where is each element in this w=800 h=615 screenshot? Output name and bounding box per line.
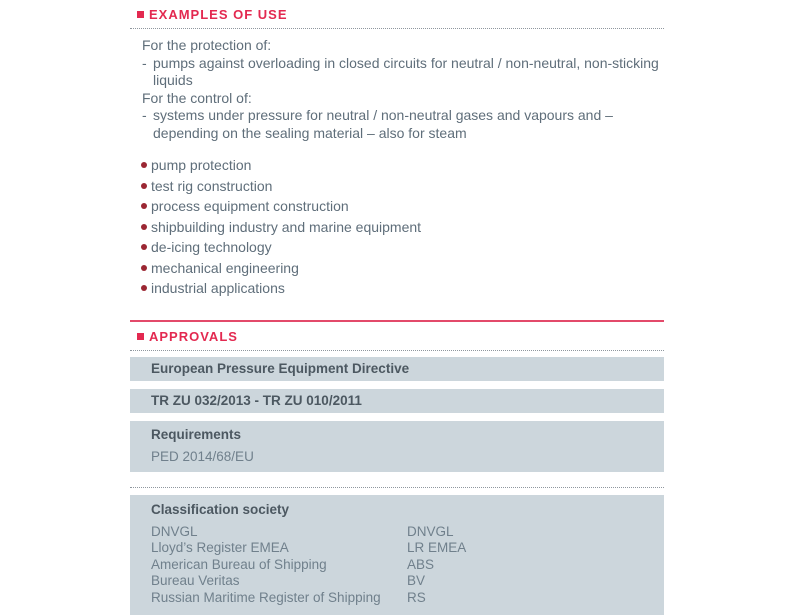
society-name: Russian Maritime Register of Shipping <box>151 590 407 607</box>
bullet-dot-icon <box>141 162 147 168</box>
classification-society-panel <box>130 495 664 615</box>
approval-bar-title: TR ZU 032/2013 - TR ZU 010/2011 <box>151 389 362 413</box>
bullet-list-item <box>130 196 664 217</box>
bullet-list-item <box>130 237 664 258</box>
use-intro-text: For the control of: <box>142 90 664 108</box>
approval-bar-value: PED 2014/68/EU <box>151 448 652 466</box>
classification-rows <box>151 524 652 607</box>
classification-row <box>151 524 652 541</box>
section-title: APPROVALS <box>149 329 238 344</box>
bullet-dot-icon <box>141 285 147 291</box>
dash-icon: - <box>142 107 147 125</box>
red-square-marker-icon <box>137 333 144 340</box>
classification-row <box>151 557 652 574</box>
dash-list <box>130 107 664 142</box>
bullet-item-text: shipbuilding industry and marine equipment <box>151 219 421 235</box>
dash-list <box>130 55 664 90</box>
society-name: Lloyd’s Register EMEA <box>151 540 407 557</box>
society-abbreviation: LR EMEA <box>407 540 652 557</box>
bullet-dot-icon <box>141 244 147 250</box>
dash-icon: - <box>142 55 147 73</box>
applications-bullet-list <box>130 155 664 299</box>
dash-item-text: systems under pressure for neutral / non-neutral gases and vapours and – depending on the sealing material – also for steam <box>153 107 613 141</box>
bullet-dot-icon <box>141 183 147 189</box>
red-divider <box>130 320 664 322</box>
dash-list-item <box>142 55 664 90</box>
bullet-list-item <box>130 278 664 299</box>
bullet-dot-icon <box>141 203 147 209</box>
approval-bar-title: European Pressure Equipment Directive <box>151 357 409 381</box>
red-square-marker-icon <box>137 11 144 18</box>
bullet-item-text: process equipment construction <box>151 198 349 214</box>
approval-bar-title: Requirements <box>151 426 652 444</box>
society-abbreviation: BV <box>407 573 652 590</box>
classification-title: Classification society <box>151 502 652 518</box>
bullet-list-item <box>130 217 664 238</box>
bullet-list-item <box>130 176 664 197</box>
examples-of-use-body <box>130 37 664 142</box>
society-name: American Bureau of Shipping <box>151 557 407 574</box>
dotted-divider <box>130 350 664 351</box>
society-name: Bureau Veritas <box>151 573 407 590</box>
classification-row <box>151 590 652 607</box>
approval-bar-directive <box>130 357 664 381</box>
society-abbreviation: ABS <box>407 557 652 574</box>
use-intro-text: For the protection of: <box>142 37 664 55</box>
bullet-list-item <box>130 155 664 176</box>
bullet-dot-icon <box>141 265 147 271</box>
section-header-approvals <box>130 329 664 344</box>
dotted-divider <box>130 28 664 29</box>
dash-list-item <box>142 107 664 142</box>
classification-row <box>151 573 652 590</box>
section-header-examples-of-use <box>130 0 664 22</box>
document-content <box>130 0 664 615</box>
bullet-item-text: pump protection <box>151 157 251 173</box>
dotted-divider <box>130 487 664 488</box>
classification-row <box>151 540 652 557</box>
bullet-item-text: industrial applications <box>151 280 285 296</box>
bullet-dot-icon <box>141 224 147 230</box>
society-abbreviation: DNVGL <box>407 524 652 541</box>
approval-bar-tr-zu <box>130 389 664 413</box>
section-title: EXAMPLES OF USE <box>149 7 288 22</box>
society-name: DNVGL <box>151 524 407 541</box>
bullet-item-text: de-icing technology <box>151 239 272 255</box>
dash-item-text: pumps against overloading in closed circuits for neutral / non-neutral, non-sticking liquids <box>153 55 659 89</box>
approval-bar-requirements <box>130 421 664 472</box>
bullet-list-item <box>130 258 664 279</box>
bullet-item-text: test rig construction <box>151 178 272 194</box>
bullet-item-text: mechanical engineering <box>151 260 299 276</box>
society-abbreviation: RS <box>407 590 652 607</box>
